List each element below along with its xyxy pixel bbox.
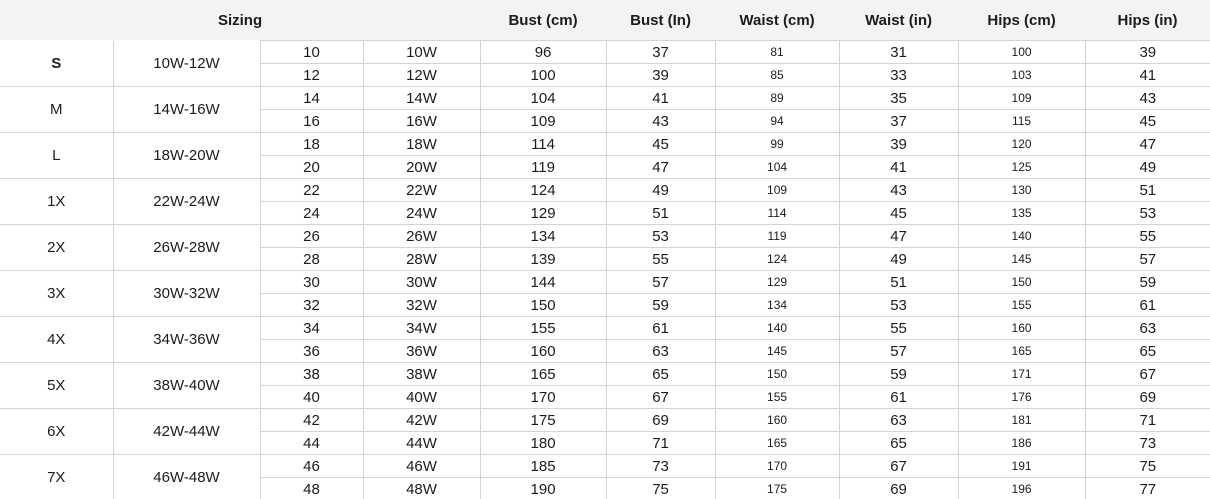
cell-hips-in: 45 [1085, 110, 1210, 133]
cell-hips-cm: 186 [958, 432, 1085, 455]
cell-size: 30 [260, 271, 363, 294]
table-row [0, 363, 1210, 386]
cell-waist-cm: 155 [715, 386, 839, 409]
cell-hips-in: 53 [1085, 202, 1210, 225]
cell-hips-in: 73 [1085, 432, 1210, 455]
cell-size: 12 [260, 64, 363, 87]
size-range: 38W-40W [113, 363, 260, 409]
cell-waist-cm: 175 [715, 478, 839, 499]
table-row [0, 41, 1210, 64]
cell-w-size: 20W [363, 156, 480, 179]
cell-waist-in: 43 [839, 179, 958, 202]
size-range: 42W-44W [113, 409, 260, 455]
cell-bust-in: 51 [606, 202, 715, 225]
cell-w-size: 22W [363, 179, 480, 202]
cell-w-size: 40W [363, 386, 480, 409]
cell-waist-in: 35 [839, 87, 958, 110]
cell-hips-in: 71 [1085, 409, 1210, 432]
cell-waist-cm: 129 [715, 271, 839, 294]
table-row [0, 179, 1210, 202]
cell-waist-in: 51 [839, 271, 958, 294]
cell-hips-in: 75 [1085, 455, 1210, 478]
table-row [0, 455, 1210, 478]
size-range: 22W-24W [113, 179, 260, 225]
size-range: 46W-48W [113, 455, 260, 499]
size-letter: S [0, 41, 113, 87]
cell-waist-in: 33 [839, 64, 958, 87]
cell-waist-cm: 124 [715, 248, 839, 271]
cell-size: 40 [260, 386, 363, 409]
cell-bust-cm: 144 [480, 271, 606, 294]
cell-waist-in: 69 [839, 478, 958, 499]
cell-waist-in: 65 [839, 432, 958, 455]
cell-waist-in: 61 [839, 386, 958, 409]
cell-bust-cm: 139 [480, 248, 606, 271]
cell-w-size: 36W [363, 340, 480, 363]
cell-size: 26 [260, 225, 363, 248]
cell-size: 18 [260, 133, 363, 156]
cell-hips-in: 49 [1085, 156, 1210, 179]
cell-size: 28 [260, 248, 363, 271]
cell-size: 20 [260, 156, 363, 179]
cell-size: 48 [260, 478, 363, 499]
cell-waist-cm: 94 [715, 110, 839, 133]
cell-waist-cm: 134 [715, 294, 839, 317]
cell-waist-cm: 170 [715, 455, 839, 478]
cell-size: 44 [260, 432, 363, 455]
cell-bust-in: 61 [606, 317, 715, 340]
cell-waist-cm: 165 [715, 432, 839, 455]
cell-waist-in: 55 [839, 317, 958, 340]
size-range: 34W-36W [113, 317, 260, 363]
cell-bust-in: 57 [606, 271, 715, 294]
cell-w-size: 32W [363, 294, 480, 317]
header-bust-cm: Bust (cm) [480, 0, 606, 41]
table-row [0, 133, 1210, 156]
cell-waist-cm: 104 [715, 156, 839, 179]
cell-hips-in: 67 [1085, 363, 1210, 386]
cell-size: 36 [260, 340, 363, 363]
cell-bust-cm: 165 [480, 363, 606, 386]
cell-hips-cm: 109 [958, 87, 1085, 110]
table-row [0, 87, 1210, 110]
cell-hips-cm: 115 [958, 110, 1085, 133]
cell-hips-in: 55 [1085, 225, 1210, 248]
cell-bust-in: 39 [606, 64, 715, 87]
cell-bust-cm: 160 [480, 340, 606, 363]
cell-waist-in: 31 [839, 41, 958, 64]
cell-bust-cm: 119 [480, 156, 606, 179]
cell-size: 16 [260, 110, 363, 133]
cell-bust-cm: 104 [480, 87, 606, 110]
cell-w-size: 48W [363, 478, 480, 499]
size-range: 26W-28W [113, 225, 260, 271]
cell-waist-cm: 150 [715, 363, 839, 386]
cell-waist-in: 45 [839, 202, 958, 225]
cell-size: 22 [260, 179, 363, 202]
cell-waist-cm: 109 [715, 179, 839, 202]
cell-bust-in: 69 [606, 409, 715, 432]
cell-waist-cm: 99 [715, 133, 839, 156]
cell-bust-cm: 114 [480, 133, 606, 156]
cell-bust-cm: 150 [480, 294, 606, 317]
table-row [0, 409, 1210, 432]
cell-hips-cm: 171 [958, 363, 1085, 386]
cell-hips-cm: 191 [958, 455, 1085, 478]
cell-waist-cm: 85 [715, 64, 839, 87]
cell-w-size: 44W [363, 432, 480, 455]
cell-waist-cm: 160 [715, 409, 839, 432]
cell-bust-in: 73 [606, 455, 715, 478]
cell-hips-cm: 181 [958, 409, 1085, 432]
cell-size: 42 [260, 409, 363, 432]
cell-size: 10 [260, 41, 363, 64]
table-row [0, 317, 1210, 340]
cell-bust-in: 71 [606, 432, 715, 455]
cell-bust-in: 59 [606, 294, 715, 317]
cell-hips-cm: 176 [958, 386, 1085, 409]
cell-w-size: 14W [363, 87, 480, 110]
cell-waist-in: 47 [839, 225, 958, 248]
cell-bust-cm: 185 [480, 455, 606, 478]
cell-bust-cm: 170 [480, 386, 606, 409]
size-letter: 6X [0, 409, 113, 455]
header-hips-in: Hips (in) [1085, 0, 1210, 41]
cell-waist-in: 39 [839, 133, 958, 156]
cell-waist-cm: 114 [715, 202, 839, 225]
cell-hips-cm: 165 [958, 340, 1085, 363]
size-letter: M [0, 87, 113, 133]
cell-w-size: 16W [363, 110, 480, 133]
cell-waist-cm: 119 [715, 225, 839, 248]
cell-waist-in: 67 [839, 455, 958, 478]
cell-waist-cm: 145 [715, 340, 839, 363]
cell-bust-cm: 124 [480, 179, 606, 202]
header-row [0, 0, 1210, 41]
cell-hips-cm: 130 [958, 179, 1085, 202]
cell-bust-in: 45 [606, 133, 715, 156]
cell-w-size: 18W [363, 133, 480, 156]
size-letter: 5X [0, 363, 113, 409]
size-letter: L [0, 133, 113, 179]
cell-hips-cm: 100 [958, 41, 1085, 64]
cell-size: 46 [260, 455, 363, 478]
cell-w-size: 42W [363, 409, 480, 432]
cell-bust-cm: 129 [480, 202, 606, 225]
table-body [0, 41, 1210, 499]
cell-hips-cm: 135 [958, 202, 1085, 225]
cell-hips-cm: 145 [958, 248, 1085, 271]
cell-size: 38 [260, 363, 363, 386]
cell-bust-in: 53 [606, 225, 715, 248]
header-waist-in: Waist (in) [839, 0, 958, 41]
cell-w-size: 28W [363, 248, 480, 271]
cell-w-size: 12W [363, 64, 480, 87]
cell-hips-in: 59 [1085, 271, 1210, 294]
cell-waist-in: 53 [839, 294, 958, 317]
cell-hips-cm: 196 [958, 478, 1085, 499]
cell-waist-in: 41 [839, 156, 958, 179]
size-range: 30W-32W [113, 271, 260, 317]
cell-bust-cm: 109 [480, 110, 606, 133]
cell-bust-in: 67 [606, 386, 715, 409]
cell-w-size: 46W [363, 455, 480, 478]
size-letter: 3X [0, 271, 113, 317]
cell-hips-cm: 155 [958, 294, 1085, 317]
cell-w-size: 26W [363, 225, 480, 248]
cell-hips-in: 47 [1085, 133, 1210, 156]
cell-hips-cm: 150 [958, 271, 1085, 294]
table-header [0, 0, 1210, 41]
cell-waist-cm: 140 [715, 317, 839, 340]
cell-waist-in: 37 [839, 110, 958, 133]
cell-hips-cm: 120 [958, 133, 1085, 156]
cell-hips-cm: 160 [958, 317, 1085, 340]
cell-waist-cm: 89 [715, 87, 839, 110]
header-sizing: Sizing [0, 0, 480, 41]
cell-hips-cm: 125 [958, 156, 1085, 179]
cell-w-size: 24W [363, 202, 480, 225]
cell-waist-in: 49 [839, 248, 958, 271]
cell-bust-cm: 155 [480, 317, 606, 340]
cell-hips-in: 51 [1085, 179, 1210, 202]
cell-w-size: 34W [363, 317, 480, 340]
table-row [0, 271, 1210, 294]
cell-hips-in: 39 [1085, 41, 1210, 64]
cell-bust-in: 43 [606, 110, 715, 133]
cell-bust-cm: 175 [480, 409, 606, 432]
cell-bust-in: 75 [606, 478, 715, 499]
cell-bust-cm: 100 [480, 64, 606, 87]
cell-bust-cm: 96 [480, 41, 606, 64]
cell-waist-in: 63 [839, 409, 958, 432]
header-bust-in: Bust (In) [606, 0, 715, 41]
cell-waist-in: 57 [839, 340, 958, 363]
cell-w-size: 30W [363, 271, 480, 294]
size-letter: 1X [0, 179, 113, 225]
cell-bust-in: 37 [606, 41, 715, 64]
header-waist-cm: Waist (cm) [715, 0, 839, 41]
cell-size: 32 [260, 294, 363, 317]
cell-bust-in: 65 [606, 363, 715, 386]
cell-bust-in: 41 [606, 87, 715, 110]
cell-hips-in: 69 [1085, 386, 1210, 409]
cell-size: 24 [260, 202, 363, 225]
size-range: 18W-20W [113, 133, 260, 179]
cell-w-size: 10W [363, 41, 480, 64]
size-letter: 7X [0, 455, 113, 499]
cell-bust-in: 63 [606, 340, 715, 363]
cell-bust-cm: 134 [480, 225, 606, 248]
cell-hips-cm: 103 [958, 64, 1085, 87]
cell-bust-in: 55 [606, 248, 715, 271]
cell-hips-in: 65 [1085, 340, 1210, 363]
size-range: 10W-12W [113, 41, 260, 87]
cell-size: 14 [260, 87, 363, 110]
cell-w-size: 38W [363, 363, 480, 386]
cell-waist-in: 59 [839, 363, 958, 386]
cell-hips-in: 63 [1085, 317, 1210, 340]
table-row [0, 225, 1210, 248]
cell-hips-in: 57 [1085, 248, 1210, 271]
size-range: 14W-16W [113, 87, 260, 133]
cell-hips-in: 41 [1085, 64, 1210, 87]
cell-hips-in: 61 [1085, 294, 1210, 317]
cell-size: 34 [260, 317, 363, 340]
cell-waist-cm: 81 [715, 41, 839, 64]
cell-hips-cm: 140 [958, 225, 1085, 248]
header-hips-cm: Hips (cm) [958, 0, 1085, 41]
size-letter: 4X [0, 317, 113, 363]
cell-bust-cm: 190 [480, 478, 606, 499]
cell-bust-in: 49 [606, 179, 715, 202]
cell-hips-in: 43 [1085, 87, 1210, 110]
cell-bust-cm: 180 [480, 432, 606, 455]
size-letter: 2X [0, 225, 113, 271]
cell-hips-in: 77 [1085, 478, 1210, 499]
cell-bust-in: 47 [606, 156, 715, 179]
